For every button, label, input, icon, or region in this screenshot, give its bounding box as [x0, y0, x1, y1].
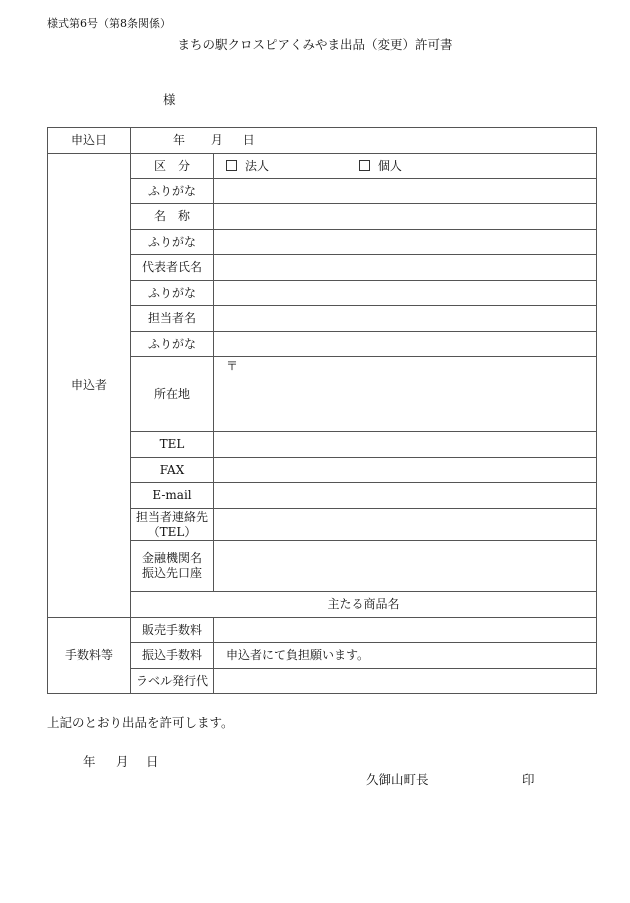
name-field[interactable] — [214, 204, 597, 230]
bank-label — [131, 541, 214, 592]
address-furigana-label: ふりがな — [131, 332, 214, 357]
contact-person-furigana-label: ふりがな — [131, 281, 214, 306]
bank-label-line1: 金融機関名 — [141, 551, 202, 565]
corporate-checkbox[interactable] — [226, 160, 237, 171]
category-row — [48, 154, 597, 179]
representative-field[interactable] — [214, 255, 597, 281]
name-row — [48, 204, 597, 230]
postal-mark: 〒 — [226, 359, 239, 373]
transfer-fee-label: 振込手数料 — [131, 643, 214, 669]
sales-fee-label: 販売手数料 — [131, 618, 214, 643]
fax-label: FAX — [131, 458, 214, 483]
application-date-month: 月 — [210, 133, 223, 147]
contact-person-label: 担当者名 — [131, 306, 214, 332]
seal-mark: 印 — [522, 772, 535, 787]
address-field[interactable] — [214, 357, 597, 432]
tel-label: TEL — [131, 432, 214, 458]
contact-person-row — [48, 306, 597, 332]
label-fee-field[interactable] — [214, 669, 597, 694]
category-individual-option[interactable]: 個人 — [359, 159, 402, 173]
application-date-field[interactable] — [131, 128, 597, 154]
bank-field[interactable] — [214, 541, 597, 592]
applicant-label: 申込者 — [48, 154, 131, 618]
main-product-label: 主たる商品名 — [131, 592, 597, 618]
bank-row — [48, 541, 597, 592]
name-furigana-label: ふりがな — [131, 179, 214, 204]
representative-furigana-row — [48, 230, 597, 255]
sales-fee-row — [48, 618, 597, 643]
email-row — [48, 483, 597, 509]
application-table — [47, 127, 597, 694]
name-furigana-field[interactable] — [214, 179, 597, 204]
main-product-row — [48, 592, 597, 618]
contact-tel-label-line1: 担当者連絡先 — [135, 509, 208, 524]
contact-tel-label — [131, 509, 214, 541]
transfer-fee-row — [48, 643, 597, 669]
application-date-row — [48, 128, 597, 154]
category-label: 区 分 — [131, 154, 214, 179]
contact-tel-label-line2: （TEL） — [147, 524, 197, 539]
bank-label-line2: 振込先口座 — [141, 566, 202, 580]
fax-row — [48, 458, 597, 483]
label-fee-label: ラベル発行代 — [131, 669, 214, 694]
name-label: 名 称 — [131, 204, 214, 230]
addressee-suffix: 様 — [163, 92, 176, 107]
fees-label: 手数料等 — [48, 618, 131, 694]
document-title: まちの駅クロスピアくみやま出品（変更）許可書 — [177, 37, 453, 52]
application-date-day: 日 — [242, 133, 255, 147]
contact-person-field[interactable] — [214, 306, 597, 332]
application-date-year: 年 — [173, 133, 186, 147]
application-date-label: 申込日 — [48, 128, 131, 154]
mayor-title: 久御山町長 — [366, 772, 429, 787]
tel-field[interactable] — [214, 432, 597, 458]
contact-person-furigana-row — [48, 281, 597, 306]
email-label: E-mail — [131, 483, 214, 509]
sales-fee-field[interactable] — [214, 618, 597, 643]
approval-date-day: 日 — [146, 754, 159, 769]
contact-tel-field[interactable] — [214, 509, 597, 541]
name-furigana-row — [48, 179, 597, 204]
tel-row — [48, 432, 597, 458]
representative-furigana-field[interactable] — [214, 230, 597, 255]
fax-field[interactable] — [214, 458, 597, 483]
representative-label: 代表者氏名 — [131, 255, 214, 281]
address-furigana-field[interactable] — [214, 332, 597, 357]
category-corporate-option[interactable]: 法人 — [226, 159, 269, 173]
individual-checkbox[interactable] — [359, 160, 370, 171]
transfer-fee-value: 申込者にて負担願います。 — [214, 643, 597, 669]
category-options — [214, 154, 597, 179]
address-row — [48, 357, 597, 432]
address-label: 所在地 — [131, 357, 214, 432]
representative-row — [48, 255, 597, 281]
form-number: 様式第6号（第8条関係） — [47, 17, 171, 30]
approval-date-year: 年 — [83, 754, 96, 769]
contact-person-furigana-field[interactable] — [214, 281, 597, 306]
contact-tel-row — [48, 509, 597, 541]
email-field[interactable] — [214, 483, 597, 509]
approval-text: 上記のとおり出品を許可します。 — [47, 715, 234, 730]
label-fee-row — [48, 669, 597, 694]
representative-furigana-label: ふりがな — [131, 230, 214, 255]
approval-date-month: 月 — [116, 754, 129, 769]
address-furigana-row — [48, 332, 597, 357]
